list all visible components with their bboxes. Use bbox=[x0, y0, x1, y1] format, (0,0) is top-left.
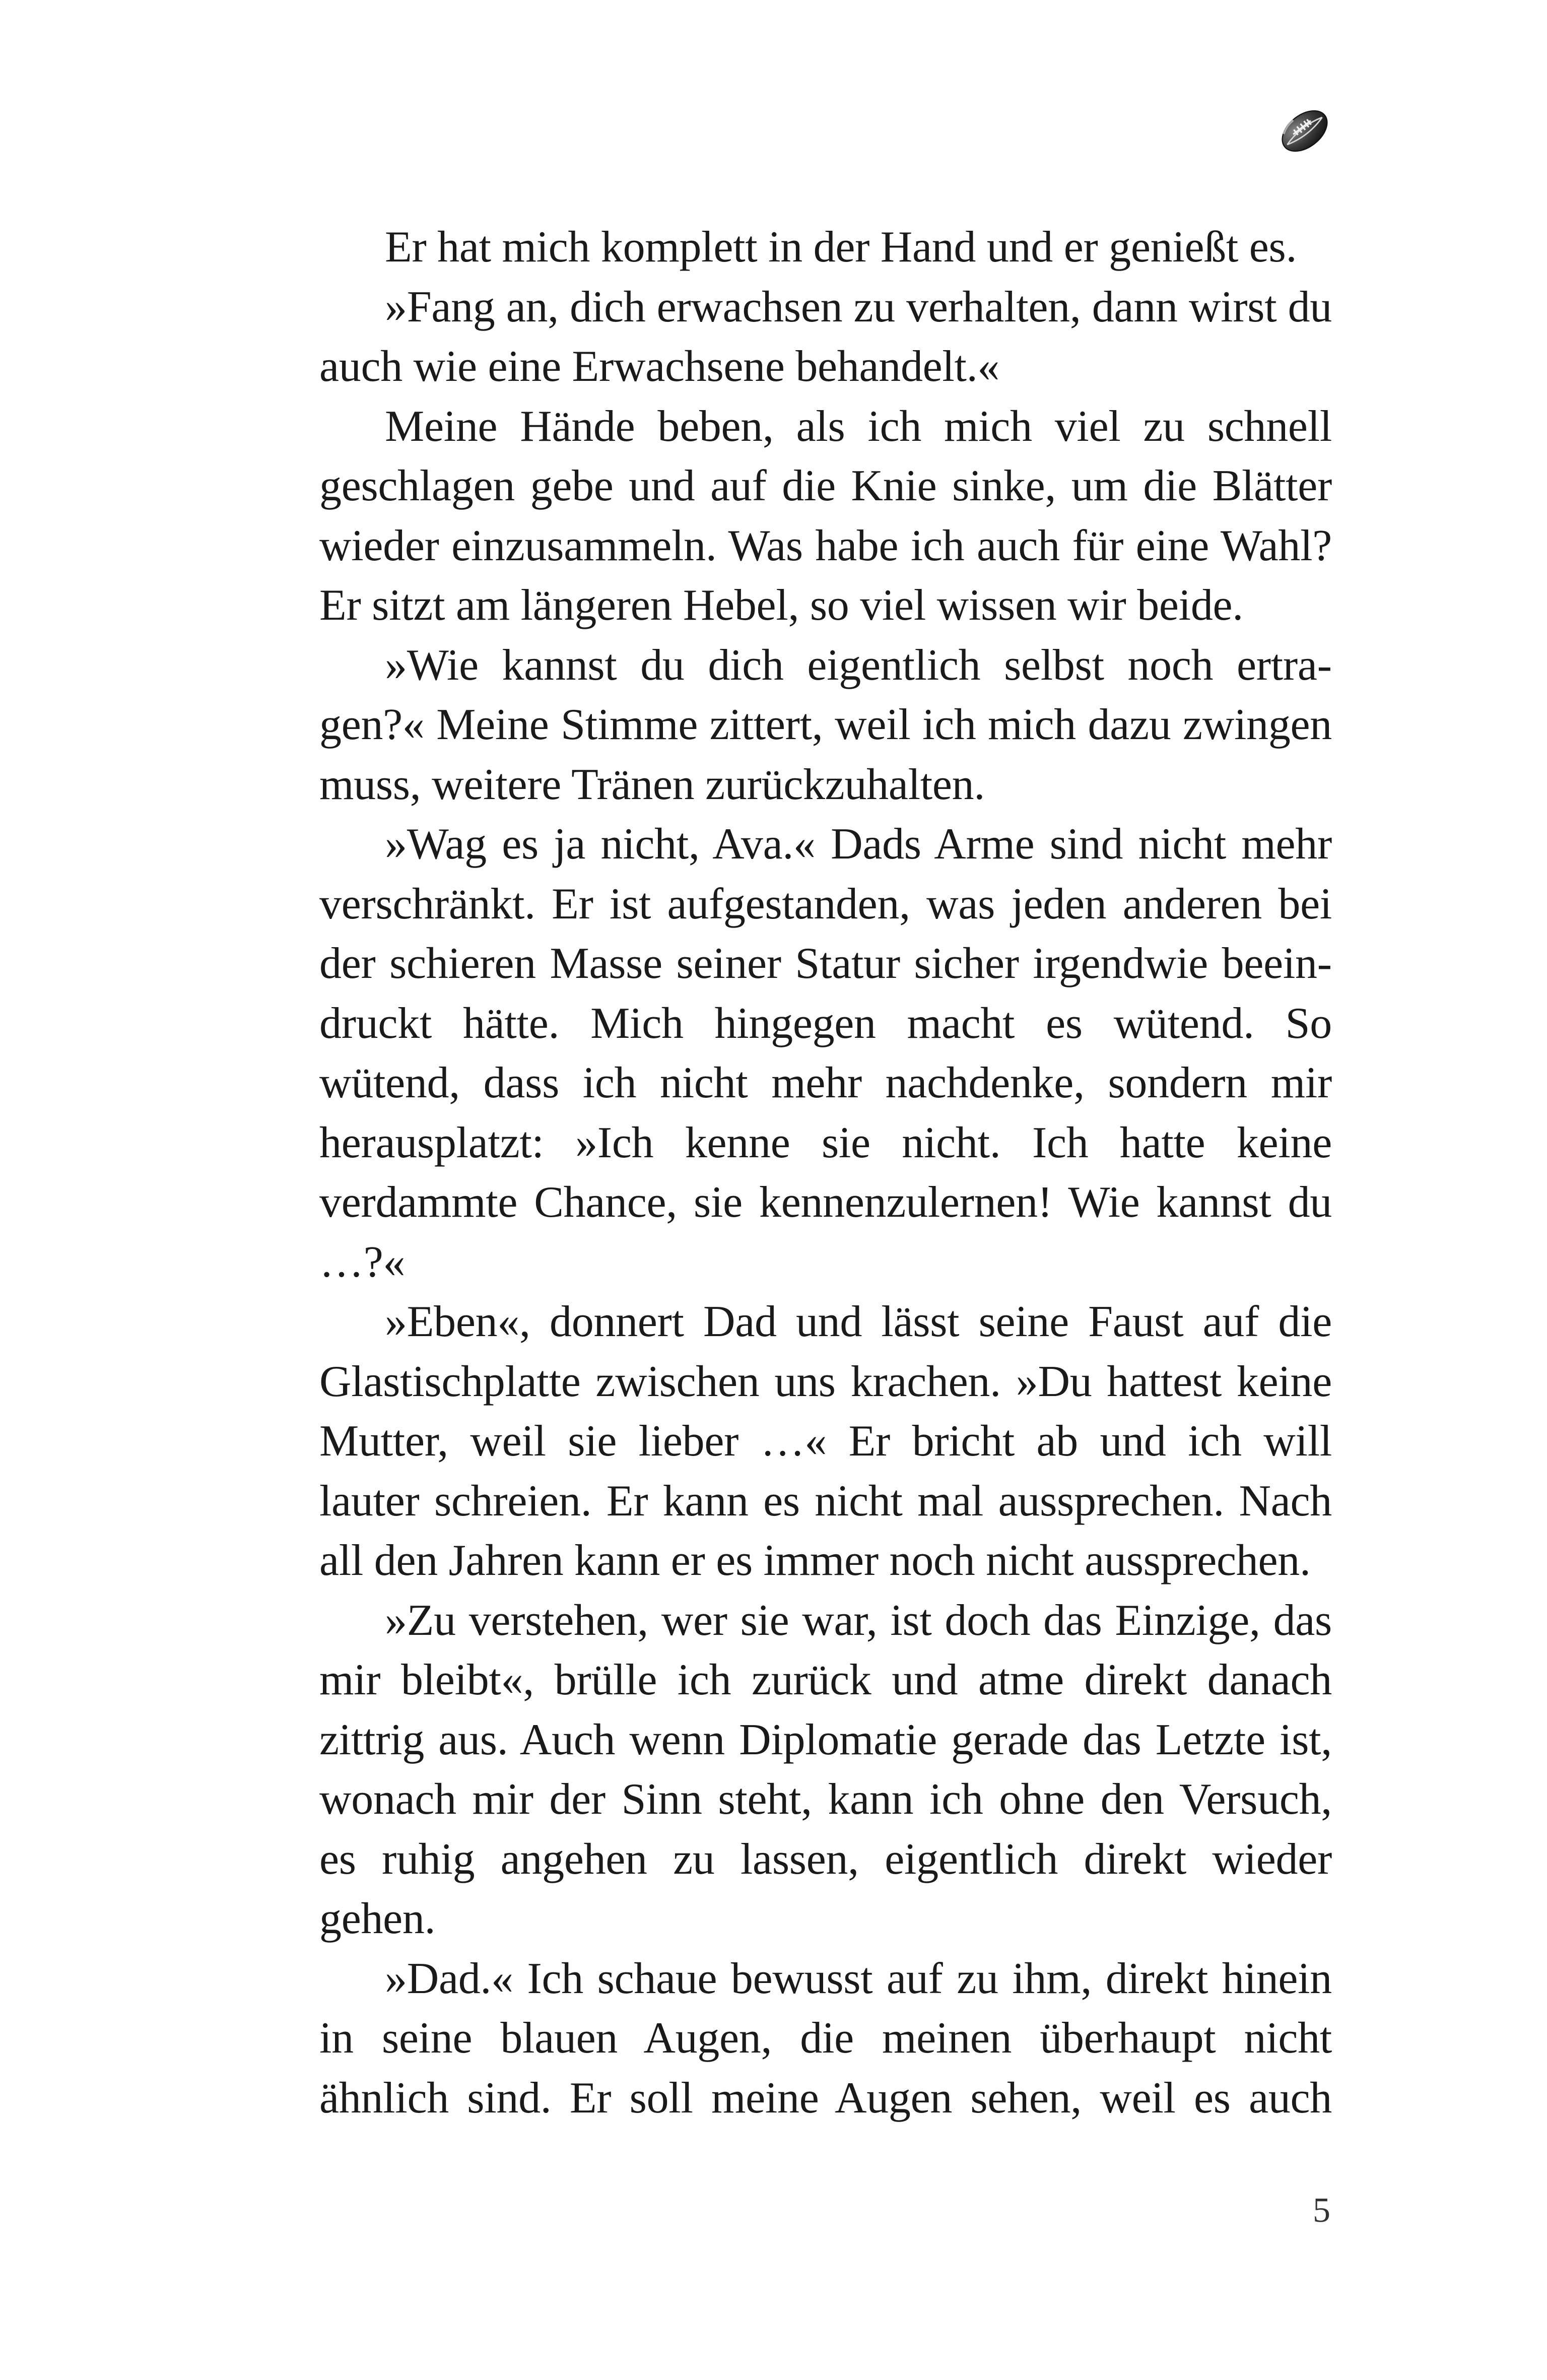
page-number: 5 bbox=[1313, 2191, 1330, 2230]
paragraph: »Wag es ja nicht, Ava.« Dads Arme sind nicht mehr verschränkt. Er ist aufgestanden, was jeden anderen bei der schieren Masse seiner Statur sicher irgendwie beeindruckt hätte. Mich hingegen macht es wütend. So wütend, dass ich nicht mehr nachdenke, sondern mir herausplatzt: »Ich kenne sie nicht. Ich hatte keine verdammte Chance, sie kennenzulernen! Wie kannst du …?« bbox=[319, 820, 1332, 1287]
paragraph: »Fang an, dich erwachsen zu verhalten, dann wirst du auch wie eine Erwachsene behandelt.« bbox=[319, 282, 1332, 391]
paragraph: »Wie kannst du dich eigentlich selbst noch ertragen?« Meine Stimme zittert, weil ich mich dazu zwingen muss, weitere Tränen zurückzuhalten. bbox=[319, 640, 1332, 809]
paragraph: »Eben«, donnert Dad und lässt seine Faust auf die Glastischplatte zwischen uns krachen. »Du hattest keine Mutter, weil sie lieber …« Er bricht ab und ich will lauter schreien. Er kann es nicht mal aussprechen. Nach all den Jahren kann er es immer noch nicht aussprechen. bbox=[319, 1297, 1332, 1585]
paragraph: »Dad.« Ich schaue bewusst auf zu ihm, direkt hinein in seine blauen Augen, die meinen überhaupt nicht ähnlich sind. Er soll meine Augen sehen, weil es auch bbox=[319, 1954, 1332, 2123]
paragraph: Meine Hände beben, als ich mich viel zu schnell geschlagen gebe und auf die Knie sinke, um die Blätter wieder einzusammeln. Was habe ich auch für eine Wahl? Er sitzt am längeren Hebel, so viel wissen wir beide. bbox=[319, 402, 1332, 630]
paragraph: Er hat mich komplett in der Hand und er genießt es. bbox=[385, 223, 1297, 272]
body-text bbox=[319, 218, 1332, 2128]
paragraph: »Zu verstehen, wer sie war, ist doch das Einzige, das mir bleibt«, brülle ich zurück und atme direkt danach zittrig aus. Auch wenn Diplomatie gerade das Letzte ist, wonach mir der Sinn steht, kann ich ohne den Versuch, es ruhig angehen zu lassen, eigentlich direkt wieder gehen. bbox=[319, 1596, 1332, 1943]
football-icon bbox=[1277, 103, 1332, 159]
